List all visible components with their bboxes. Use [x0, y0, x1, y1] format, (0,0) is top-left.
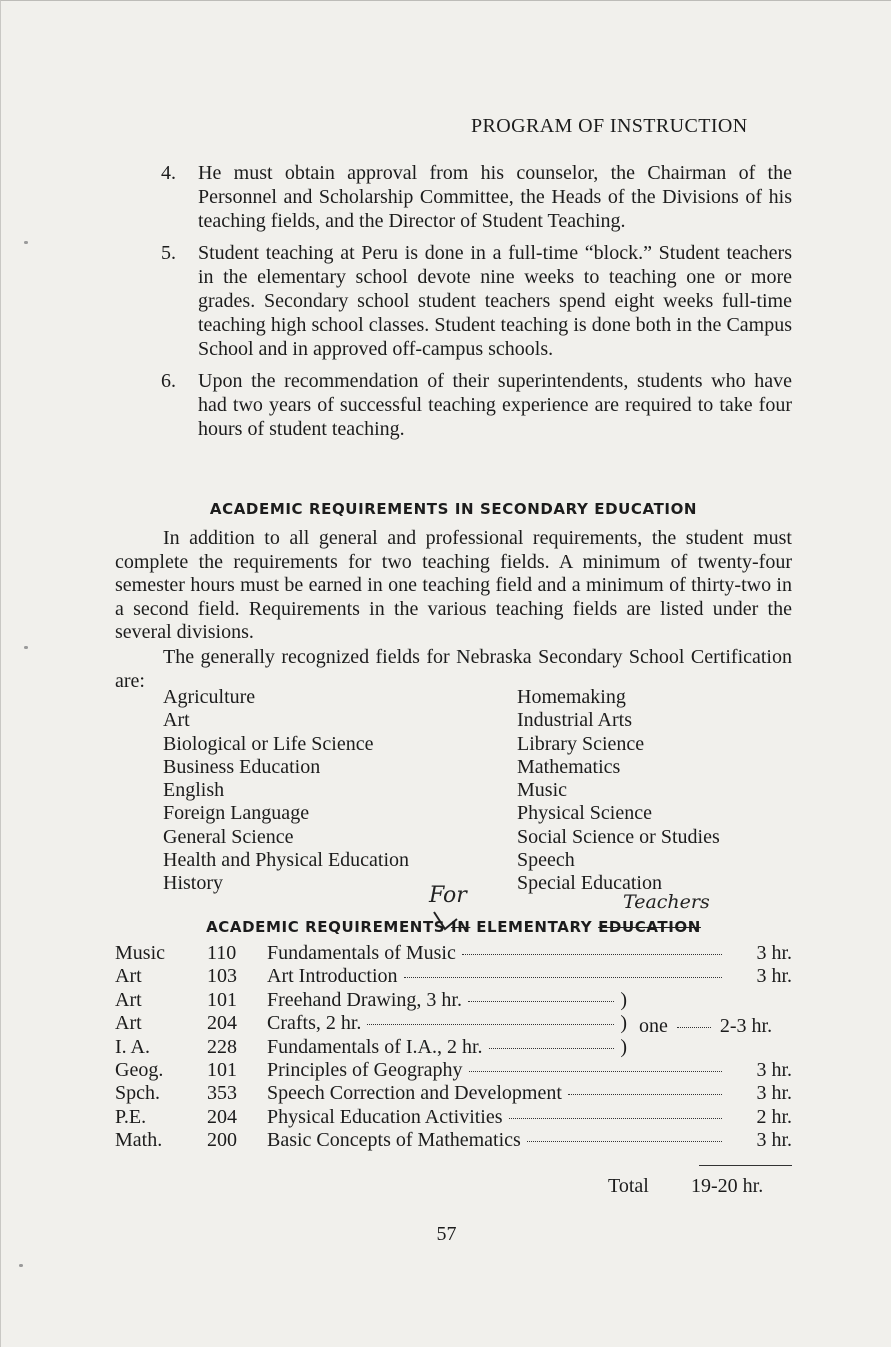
table-row: [115, 1082, 792, 1105]
item-text: Student teaching at Peru is done in a full-time “block.” Student teachers in the elementary school devote nine weeks to teaching one or more grades. Secondary school student teachers spend eight weeks full-time teaching high school classes. Student teaching is done both in the Campus School and in approved off-campus schools.: [198, 242, 792, 360]
course-number: 353: [207, 1082, 237, 1105]
field-item: Homemaking: [517, 686, 626, 708]
course-number: 103: [207, 965, 237, 988]
total-label: Total: [608, 1175, 649, 1197]
course-number: 101: [207, 988, 237, 1011]
course-subject: Spch.: [115, 1082, 160, 1105]
dot-leader: [489, 1048, 615, 1049]
course-subject: P.E.: [115, 1105, 147, 1128]
course-subject: Geog.: [115, 1058, 164, 1081]
field-item: Music: [517, 779, 567, 802]
course-hours: 3 hr.: [756, 1129, 792, 1152]
course-title: Basic Concepts of Mathematics: [267, 1129, 521, 1152]
table-row: [115, 1129, 792, 1152]
secondary-paragraph-1: In addition to all general and professional requirements, the student must complete the requirements for two teaching fields. A minimum of twenty-four semester hours must be earned in one teaching field and a minimum of thirty-two in a second field. Requirements in the various teaching fields are listed under the several divisions.: [115, 527, 792, 643]
course-hours: [728, 989, 792, 1012]
total-value: 19-20 hr.: [691, 1175, 764, 1197]
table-row: [115, 1036, 792, 1059]
field-item: Foreign Language: [163, 802, 310, 825]
item-number: 4.: [161, 162, 176, 184]
course-title: Art Introduction: [267, 965, 398, 988]
scan-speck: [19, 1264, 23, 1267]
table-row: [115, 942, 792, 965]
elementary-course-table: [115, 942, 792, 1153]
dot-leader: [509, 1118, 722, 1119]
field-item: Special Education: [517, 872, 662, 895]
course-number: 200: [207, 1129, 237, 1152]
course-subject: I. A.: [115, 1035, 150, 1058]
field-item: Industrial Arts: [517, 709, 632, 732]
dot-leader: [568, 1094, 722, 1095]
course-title: Freehand Drawing, 3 hr.: [267, 988, 462, 1011]
dot-leader: [469, 1071, 722, 1072]
choice-bracket: ): [620, 988, 627, 1011]
item-text: He must obtain approval from his counselor, the Chairman of the Personnel and Scholarship Committee, the Heads of the Divisions of his teaching fields, and the Director of Student Teaching.: [198, 162, 792, 232]
dot-leader: [468, 1001, 614, 1002]
elementary-heading-part3: EDUCATION: [598, 918, 701, 936]
course-number: 204: [207, 1012, 237, 1035]
choice-bracket: ): [620, 1035, 627, 1058]
list-item: [161, 369, 792, 441]
dot-leader: [404, 977, 722, 978]
list-item: [161, 161, 792, 233]
course-number: 204: [207, 1105, 237, 1128]
table-row: [115, 1106, 792, 1129]
fields-right-column: [517, 686, 720, 896]
course-title: Fundamentals of Music: [267, 942, 456, 964]
elementary-heading-in: IN: [451, 918, 471, 936]
course-subject: Art: [115, 1012, 142, 1035]
field-item: Agriculture: [163, 686, 256, 708]
course-title: Principles of Geography: [267, 1058, 463, 1081]
fields-left-column: [163, 686, 409, 896]
course-title: Crafts, 2 hr.: [267, 1012, 362, 1035]
course-number: 110: [207, 942, 237, 964]
field-item: English: [163, 779, 225, 802]
elementary-heading-part2: ELEMENTARY: [476, 918, 593, 936]
field-item: History: [163, 872, 223, 895]
scan-speck: [24, 241, 28, 244]
dot-leader: [367, 1024, 614, 1025]
dot-leader: [462, 954, 722, 955]
course-subject: Art: [115, 988, 142, 1011]
table-row: [115, 965, 792, 988]
elementary-heading: [115, 918, 792, 936]
secondary-paragraph-2: The generally recognized fields for Nebraska Secondary School Certification are:: [115, 646, 792, 692]
field-item: Health and Physical Education: [163, 849, 410, 872]
course-hours: 3 hr.: [756, 965, 792, 988]
handwritten-teachers: Teachers: [623, 891, 710, 913]
course-title: Speech Correction and Development: [267, 1082, 562, 1105]
dot-leader: [527, 1141, 722, 1142]
item-number: 5.: [161, 242, 176, 264]
choice-group: [639, 1015, 772, 1038]
secondary-heading: ACADEMIC REQUIREMENTS IN SECONDARY EDUCATION: [209, 500, 698, 518]
table-row: [115, 989, 792, 1012]
course-subject: Math.: [115, 1129, 163, 1152]
course-subject: Music: [115, 942, 165, 964]
field-item: Speech: [517, 849, 575, 872]
field-item: Social Science or Studies: [517, 825, 720, 848]
table-row: [115, 1059, 792, 1082]
elementary-heading-part1: ACADEMIC REQUIREMENTS: [206, 918, 446, 936]
choice-label: one: [639, 1015, 668, 1037]
numbered-list: [161, 161, 792, 441]
course-subject: Art: [115, 965, 142, 988]
field-item: Library Science: [517, 732, 645, 755]
scan-speck: [24, 646, 28, 649]
page-number: 57: [436, 1223, 457, 1245]
course-title: Physical Education Activities: [267, 1105, 503, 1128]
course-number: 101: [207, 1058, 237, 1081]
course-title: Fundamentals of I.A., 2 hr.: [267, 1035, 483, 1058]
field-item: Biological or Life Science: [163, 732, 374, 755]
course-hours: 3 hr.: [756, 1082, 792, 1105]
course-hours: 3 hr.: [756, 1058, 792, 1081]
field-item: Business Education: [163, 755, 321, 778]
course-hours: 2 hr.: [756, 1105, 792, 1128]
field-item: General Science: [163, 825, 294, 848]
field-item: Mathematics: [517, 755, 621, 778]
item-text: Upon the recommendation of their superintendents, students who have had two years of successful teaching experience are required to take four hours of student teaching.: [198, 370, 792, 440]
choice-hours: 2-3 hr.: [719, 1015, 773, 1037]
field-item: Physical Science: [517, 802, 652, 825]
choice-bracket: ): [620, 1012, 627, 1035]
item-number: 6.: [161, 370, 176, 392]
dot-leader: [677, 1027, 711, 1028]
course-hours: 3 hr.: [756, 942, 792, 964]
running-header: PROGRAM OF INSTRUCTION: [471, 115, 748, 137]
course-hours: [728, 1036, 792, 1059]
course-number: 228: [207, 1035, 237, 1058]
list-item: [161, 241, 792, 361]
handwritten-for: For: [429, 883, 467, 908]
total-rule: [699, 1165, 792, 1166]
field-item: Art: [163, 709, 190, 732]
